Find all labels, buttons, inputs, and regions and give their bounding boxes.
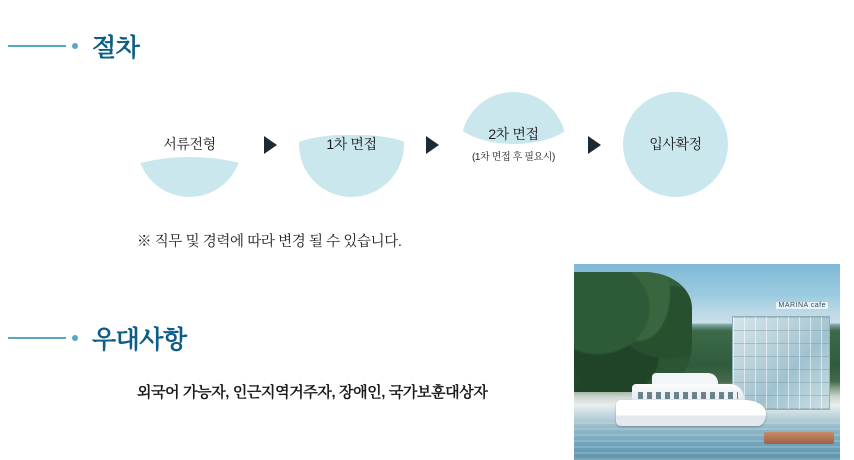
- flow-step-1: [137, 92, 242, 197]
- cruise-boat: [616, 370, 766, 426]
- flow-step-3: [461, 92, 566, 197]
- procedure-flow: [137, 92, 728, 197]
- heading-dot-icon: [72, 43, 78, 49]
- dock: [764, 432, 834, 444]
- flow-step-label: 2차 면접: [488, 125, 539, 142]
- heading-rule: [8, 45, 66, 47]
- flow-step-2: [299, 92, 404, 197]
- flow-step-label: 1차 면접: [326, 135, 377, 152]
- heading-rule: [8, 337, 66, 339]
- flow-step-label: 입사확정: [649, 135, 702, 152]
- flow-step-label: 서류전형: [163, 135, 216, 152]
- preference-text: 외국어 가능자, 인근지역거주자, 장애인, 국가보훈대상자: [137, 384, 488, 401]
- procedure-title: 절차: [92, 34, 140, 62]
- flow-step-sublabel: (1차 면접 후 필요시): [472, 152, 555, 164]
- flow-arrow-icon: [426, 136, 439, 154]
- preference-section-heading: [8, 320, 187, 356]
- marina-photo: [574, 264, 840, 460]
- step-wave-fill: [137, 157, 242, 197]
- heading-dot-icon: [72, 335, 78, 341]
- boat-hull: [616, 400, 766, 426]
- procedure-section-heading: [8, 28, 139, 64]
- boat-windows: [638, 392, 738, 399]
- flow-step-4: [623, 92, 728, 197]
- building-sign-text: MARINA cafe: [778, 302, 826, 309]
- preference-title: 우대사항: [92, 326, 187, 354]
- procedure-note: ※ 직무 및 경력에 따라 변경 될 수 있습니다.: [137, 234, 402, 250]
- flow-arrow-icon: [264, 136, 277, 154]
- flow-arrow-icon: [588, 136, 601, 154]
